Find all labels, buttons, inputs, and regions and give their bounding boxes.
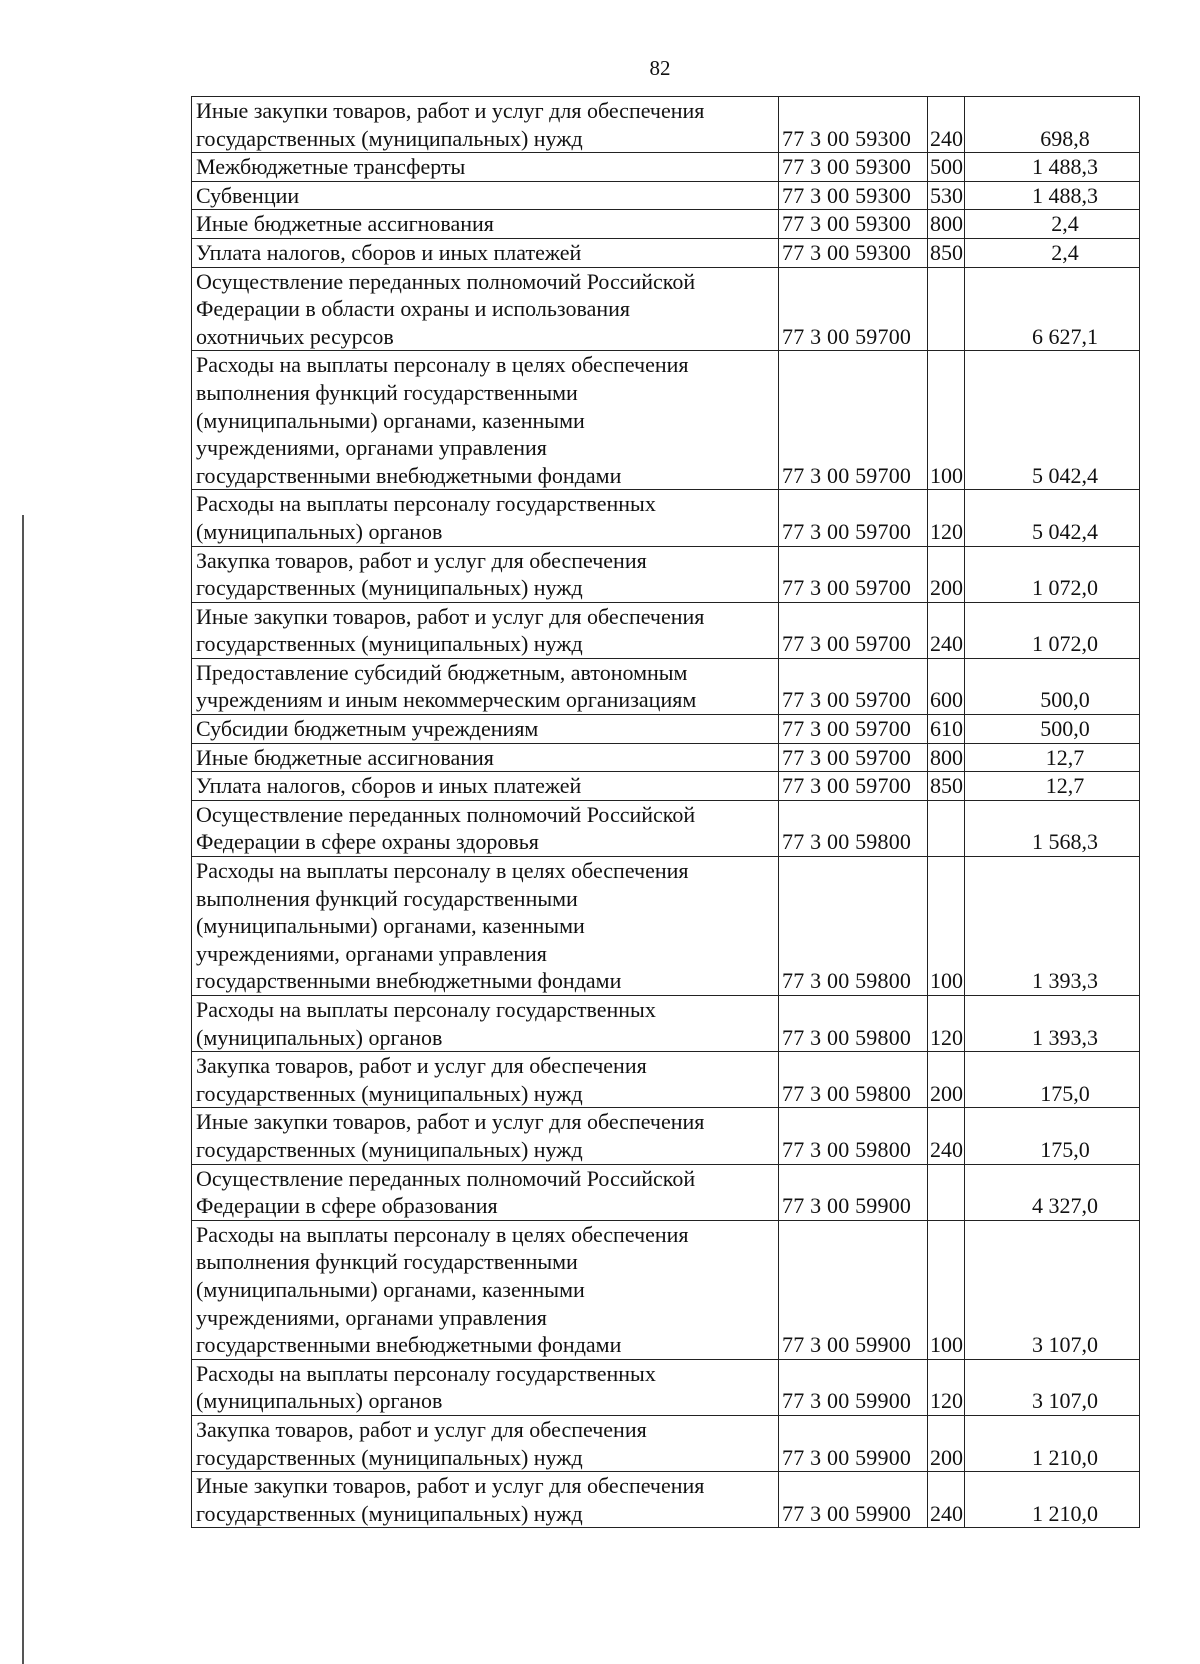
target-article-code-cell: 77 3 00 59700	[779, 658, 928, 714]
page-number: 82	[649, 56, 671, 80]
table-row	[192, 210, 1140, 239]
table-row	[192, 857, 1140, 996]
target-article-code-cell: 77 3 00 59800	[779, 1052, 928, 1108]
expense-name-cell: Расходы на выплаты персоналу государственных (муниципальных) органов	[192, 996, 779, 1052]
expense-type-code-cell: 200	[928, 1052, 965, 1108]
expense-type-code-cell: 240	[928, 602, 965, 658]
target-article-code-cell: 77 3 00 59700	[779, 772, 928, 801]
expense-type-code-cell: 800	[928, 210, 965, 239]
expense-type-code-cell: 800	[928, 743, 965, 772]
amount-cell: 5 042,4	[965, 490, 1140, 546]
target-article-code-cell: 77 3 00 59700	[779, 546, 928, 602]
expense-name-cell: Уплата налогов, сборов и иных платежей	[192, 238, 779, 267]
table-row	[192, 546, 1140, 602]
amount-cell: 1 568,3	[965, 800, 1140, 856]
amount-cell: 1 488,3	[965, 181, 1140, 210]
target-article-code-cell: 77 3 00 59700	[779, 602, 928, 658]
amount-cell: 1 393,3	[965, 996, 1140, 1052]
amount-cell: 12,7	[965, 772, 1140, 801]
table-row	[192, 800, 1140, 856]
amount-cell: 6 627,1	[965, 267, 1140, 351]
target-article-code-cell: 77 3 00 59700	[779, 267, 928, 351]
expense-type-code-cell: 530	[928, 181, 965, 210]
expense-name-cell: Иные закупки товаров, работ и услуг для обеспечения государственных (муниципальных) нужд	[192, 602, 779, 658]
expense-name-cell: Уплата налогов, сборов и иных платежей	[192, 772, 779, 801]
expense-name-cell: Расходы на выплаты персоналу в целях обеспечения выполнения функций государственными (муниципальными) органами, казенными учреждениями, органами управления государственными внебюджетными фондами	[192, 857, 779, 996]
expense-name-cell: Осуществление переданных полномочий Российской Федерации в сфере охраны здоровья	[192, 800, 779, 856]
amount-cell: 2,4	[965, 210, 1140, 239]
table-row	[192, 490, 1140, 546]
expense-type-code-cell: 240	[928, 97, 965, 153]
expense-name-cell: Закупка товаров, работ и услуг для обеспечения государственных (муниципальных) нужд	[192, 1052, 779, 1108]
expense-type-code-cell: 200	[928, 1415, 965, 1471]
expense-name-cell: Иные закупки товаров, работ и услуг для обеспечения государственных (муниципальных) нужд	[192, 1472, 779, 1528]
table-row	[192, 97, 1140, 153]
expense-type-code-cell: 850	[928, 238, 965, 267]
expense-type-code-cell: 600	[928, 658, 965, 714]
expense-type-code-cell	[928, 267, 965, 351]
amount-cell: 1 210,0	[965, 1472, 1140, 1528]
table-row	[192, 1164, 1140, 1220]
expense-name-cell: Закупка товаров, работ и услуг для обеспечения государственных (муниципальных) нужд	[192, 1415, 779, 1471]
table-row	[192, 996, 1140, 1052]
expense-name-cell: Субсидии бюджетным учреждениям	[192, 715, 779, 744]
amount-cell: 175,0	[965, 1052, 1140, 1108]
table-row	[192, 1220, 1140, 1359]
expense-name-cell: Расходы на выплаты персоналу государственных (муниципальных) органов	[192, 490, 779, 546]
amount-cell: 1 488,3	[965, 153, 1140, 182]
expense-type-code-cell: 610	[928, 715, 965, 744]
table-body	[192, 97, 1140, 1528]
table-row	[192, 1052, 1140, 1108]
expense-type-code-cell: 120	[928, 490, 965, 546]
target-article-code-cell: 77 3 00 59900	[779, 1472, 928, 1528]
amount-cell: 1 210,0	[965, 1415, 1140, 1471]
expense-name-cell: Расходы на выплаты персоналу государственных (муниципальных) органов	[192, 1359, 779, 1415]
expense-type-code-cell: 100	[928, 857, 965, 996]
expense-type-code-cell	[928, 1164, 965, 1220]
amount-cell: 698,8	[965, 97, 1140, 153]
expense-type-code-cell: 850	[928, 772, 965, 801]
table-row	[192, 267, 1140, 351]
target-article-code-cell: 77 3 00 59300	[779, 238, 928, 267]
target-article-code-cell: 77 3 00 59700	[779, 351, 928, 490]
target-article-code-cell: 77 3 00 59900	[779, 1164, 928, 1220]
table-row	[192, 351, 1140, 490]
expense-type-code-cell	[928, 800, 965, 856]
expense-name-cell: Межбюджетные трансферты	[192, 153, 779, 182]
table-row	[192, 1472, 1140, 1528]
table-row	[192, 658, 1140, 714]
target-article-code-cell: 77 3 00 59300	[779, 181, 928, 210]
expense-type-code-cell: 500	[928, 153, 965, 182]
expense-type-code-cell: 240	[928, 1108, 965, 1164]
expense-type-code-cell: 120	[928, 996, 965, 1052]
target-article-code-cell: 77 3 00 59900	[779, 1359, 928, 1415]
amount-cell: 2,4	[965, 238, 1140, 267]
target-article-code-cell: 77 3 00 59900	[779, 1415, 928, 1471]
target-article-code-cell: 77 3 00 59700	[779, 715, 928, 744]
target-article-code-cell: 77 3 00 59700	[779, 490, 928, 546]
amount-cell: 500,0	[965, 658, 1140, 714]
amount-cell: 5 042,4	[965, 351, 1140, 490]
expense-name-cell: Иные бюджетные ассигнования	[192, 210, 779, 239]
table-row	[192, 772, 1140, 801]
expense-name-cell: Иные закупки товаров, работ и услуг для обеспечения государственных (муниципальных) нужд	[192, 97, 779, 153]
target-article-code-cell: 77 3 00 59800	[779, 996, 928, 1052]
target-article-code-cell: 77 3 00 59700	[779, 743, 928, 772]
target-article-code-cell: 77 3 00 59800	[779, 1108, 928, 1164]
table-row	[192, 181, 1140, 210]
amount-cell: 1 393,3	[965, 857, 1140, 996]
target-article-code-cell: 77 3 00 59800	[779, 800, 928, 856]
expense-type-code-cell: 100	[928, 351, 965, 490]
table-row	[192, 238, 1140, 267]
target-article-code-cell: 77 3 00 59800	[779, 857, 928, 996]
scan-margin-line	[22, 515, 24, 1664]
amount-cell: 500,0	[965, 715, 1140, 744]
expense-name-cell: Расходы на выплаты персоналу в целях обеспечения выполнения функций государственными (муниципальными) органами, казенными учреждениями, органами управления государственными внебюджетными фондами	[192, 1220, 779, 1359]
amount-cell: 4 327,0	[965, 1164, 1140, 1220]
table-row	[192, 153, 1140, 182]
target-article-code-cell: 77 3 00 59300	[779, 153, 928, 182]
expense-name-cell: Субвенции	[192, 181, 779, 210]
amount-cell: 3 107,0	[965, 1359, 1140, 1415]
table-row	[192, 1415, 1140, 1471]
expense-name-cell: Расходы на выплаты персоналу в целях обеспечения выполнения функций государственными (муниципальными) органами, казенными учреждениями, органами управления государственными внебюджетными фондами	[192, 351, 779, 490]
table-row	[192, 602, 1140, 658]
amount-cell: 3 107,0	[965, 1220, 1140, 1359]
target-article-code-cell: 77 3 00 59300	[779, 97, 928, 153]
amount-cell: 12,7	[965, 743, 1140, 772]
expense-name-cell: Закупка товаров, работ и услуг для обеспечения государственных (муниципальных) нужд	[192, 546, 779, 602]
table-row	[192, 1359, 1140, 1415]
expense-name-cell: Осуществление переданных полномочий Российской Федерации в области охраны и использования охотничьих ресурсов	[192, 267, 779, 351]
expense-name-cell: Осуществление переданных полномочий Российской Федерации в сфере образования	[192, 1164, 779, 1220]
expense-type-code-cell: 100	[928, 1220, 965, 1359]
budget-table	[191, 96, 1140, 1528]
expense-name-cell: Иные бюджетные ассигнования	[192, 743, 779, 772]
expense-type-code-cell: 120	[928, 1359, 965, 1415]
expense-name-cell: Предоставление субсидий бюджетным, автономным учреждениям и иным некоммерческим организациям	[192, 658, 779, 714]
expense-type-code-cell: 200	[928, 546, 965, 602]
table-row	[192, 1108, 1140, 1164]
target-article-code-cell: 77 3 00 59900	[779, 1220, 928, 1359]
amount-cell: 175,0	[965, 1108, 1140, 1164]
amount-cell: 1 072,0	[965, 546, 1140, 602]
expense-type-code-cell: 240	[928, 1472, 965, 1528]
target-article-code-cell: 77 3 00 59300	[779, 210, 928, 239]
expense-name-cell: Иные закупки товаров, работ и услуг для обеспечения государственных (муниципальных) нужд	[192, 1108, 779, 1164]
amount-cell: 1 072,0	[965, 602, 1140, 658]
table-row	[192, 743, 1140, 772]
table-row	[192, 715, 1140, 744]
